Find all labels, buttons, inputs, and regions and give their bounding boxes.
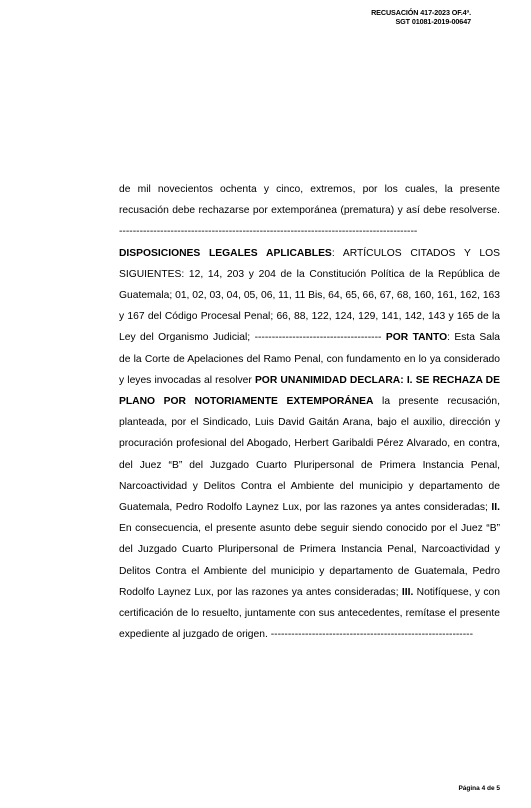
legal-provisions-heading: DISPOSICIONES LEGALES APLICABLES	[119, 247, 332, 259]
resolution-point-2-text: En consecuencia, el presente asunto debe seguir siendo conocido por el Juez “B” del Juzgado Cuarto Pluripersonal de Primera Instancia Penal, Narcoactividad y Delitos Contra el Ambiente del municipio y departamento de Guatemala, Pedro Rodolfo Laynez Lux, por las razones ya antes consideradas;	[119, 523, 500, 598]
paragraph-intro: de mil novecientos ochenta y cinco, extremos, por los cuales, la presente recusación debe rechazarse por extemporánea (prematura) y así debe resolverse. ---------------------------------------------------------------------------------------	[119, 184, 500, 238]
point-2-numeral: II.	[491, 502, 500, 514]
document-header	[371, 9, 471, 26]
document-body	[119, 179, 500, 645]
point-3-numeral: III.	[401, 586, 414, 598]
paragraph-resolution	[119, 243, 500, 646]
por-tanto-text: : Esta Sala de la Corte de Apelaciones del Ramo Penal, con fundamento en lo ya considerado y leyes invocadas al resolver	[119, 332, 501, 386]
resolution-point-3-text: Notifíquese, y con certificación de lo resuelto, juntamente con sus antecedentes, remítase el presente expediente al juzgado de origen. -----------------------------------------------------------	[119, 586, 500, 641]
resolution-declaration: POR UNANIMIDAD DECLARA: I. SE RECHAZA DE PLANO POR NOTORIAMENTE EXTEMPORÁNEA	[119, 374, 500, 408]
sgt-number: SGT 01081-2019-00647	[395, 16, 471, 26]
legal-provisions-text: : ARTÍCULOS CITADOS Y LOS SIGUIENTES: 12, 14, 203 y 204 de la Constitución Política de la República de Guatemala; 01, 02, 03, 04, 05, 06, 11, 11 Bis, 64, 65, 66, 67, 68, 160, 161, 162, 163 y 167 del Código Procesal Penal; 66, 88, 122, 124, 129, 141, 142, 143 y 165 de la Ley del Organismo Judicial; -------------------------------------	[119, 247, 500, 344]
resolution-point-1-text: la presente recusación, planteada, por el Sindicado, Luis David Gaitán Arana, bajo el auxilio, dirección y procuración profesional del Abogado, Herbert Garibaldi Pérez Alvarado, en contra, del Juez “B” del Juzgado Cuarto Pluripersonal de Primera Instancia Penal, Narcoactividad y Delitos Contra el Ambiente del municipio y departamento de Guatemala, Pedro Rodolfo Laynez Lux, por las razones ya antes consideradas;	[119, 396, 500, 514]
page-number: Página 4 de 5	[458, 785, 500, 792]
por-tanto-heading: POR TANTO	[385, 332, 448, 344]
case-number: RECUSACIÓN 417-2023 OF.4ª.	[371, 8, 471, 17]
